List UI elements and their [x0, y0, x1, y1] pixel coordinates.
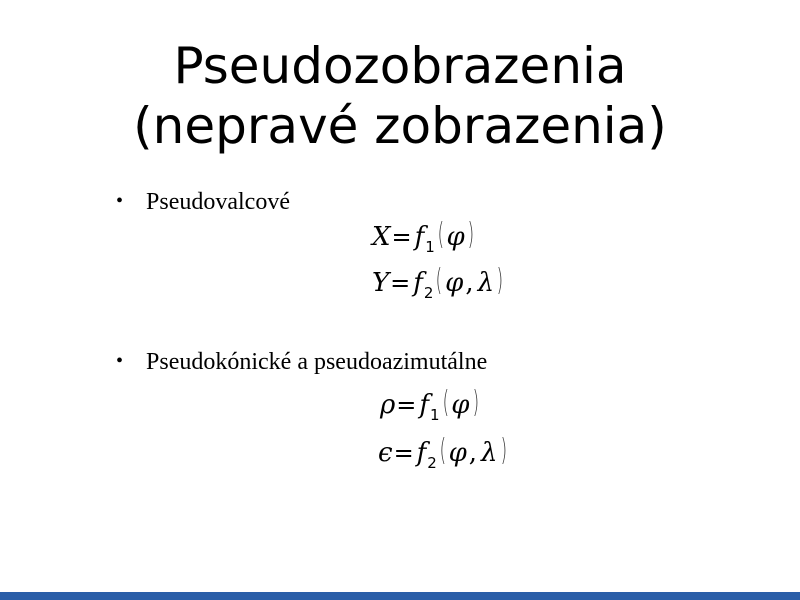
- equation-x: [372, 218, 476, 264]
- eq-arg-2: λ: [477, 268, 495, 298]
- equation-epsilon: [378, 434, 509, 480]
- equation-y: [372, 264, 506, 310]
- eq-lparen: (: [436, 263, 443, 298]
- eq-lhs: Y: [372, 268, 390, 298]
- bullet-marker: •: [116, 190, 124, 212]
- eq-arg: φ: [446, 222, 465, 252]
- bottom-accent-bar: [0, 592, 800, 600]
- eq-equals: =: [396, 391, 417, 419]
- bullet-item-pseudovalcove: [116, 187, 290, 216]
- eq-func: f: [416, 438, 427, 468]
- equation-rho: [380, 386, 481, 432]
- eq-lparen: (: [439, 433, 446, 468]
- eq-equals: =: [390, 269, 411, 297]
- eq-comma: ,: [465, 268, 474, 298]
- eq-func: f: [413, 268, 423, 298]
- eq-rparen: ): [500, 433, 507, 468]
- eq-sub: 1: [430, 406, 440, 424]
- eq-sub: 1: [425, 238, 435, 256]
- eq-arg-2: λ: [481, 438, 498, 468]
- eq-func: f: [414, 222, 425, 252]
- eq-arg: φ: [448, 438, 467, 468]
- eq-equals: =: [393, 439, 414, 467]
- eq-rparen: ): [496, 263, 504, 298]
- eq-lhs: ϵ: [378, 438, 393, 468]
- eq-func: f: [419, 390, 430, 420]
- eq-equals: =: [391, 223, 412, 251]
- eq-sub: 2: [427, 454, 437, 472]
- eq-arg: φ: [451, 390, 470, 420]
- eq-sub: 2: [423, 284, 434, 302]
- eq-lhs: X: [372, 222, 391, 252]
- bullet-marker: •: [116, 350, 124, 372]
- slide-title-line-1: Pseudozobrazenia: [173, 37, 627, 95]
- eq-rparen: ): [467, 217, 474, 252]
- slide-title: [0, 36, 800, 156]
- eq-lparen: (: [442, 385, 449, 420]
- eq-arg: φ: [445, 268, 464, 298]
- slide-title-line-2: (nepravé zobrazenia): [133, 97, 667, 155]
- bullet-item-pseudokonicke: [116, 347, 487, 376]
- eq-lparen: (: [437, 217, 444, 252]
- bullet-text: Pseudovalcové: [146, 189, 290, 215]
- bullet-text: Pseudokónické a pseudoazimutálne: [146, 349, 488, 375]
- eq-lhs: ρ: [380, 390, 396, 420]
- eq-rparen: ): [472, 385, 479, 420]
- eq-comma: ,: [468, 438, 478, 468]
